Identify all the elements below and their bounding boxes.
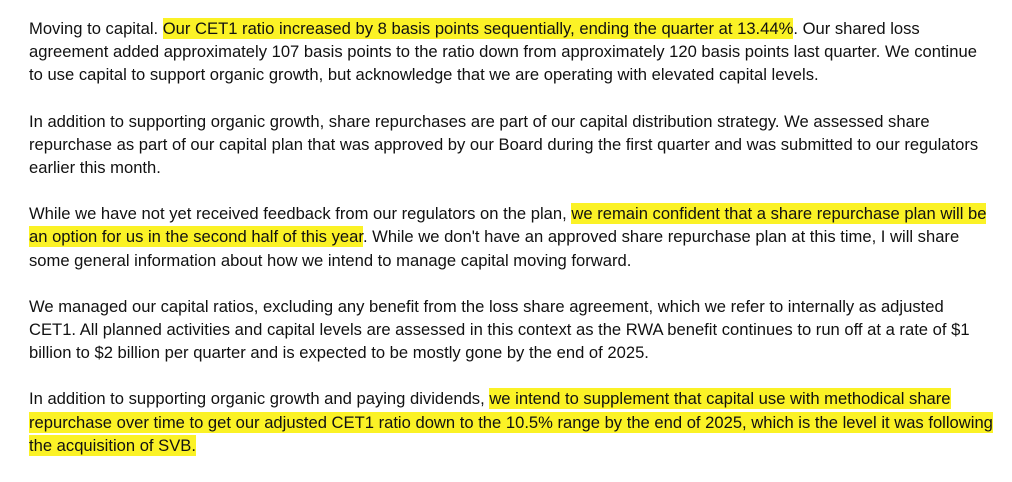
highlighted-text: we intend to supplement that capital use with methodical share repurchase over time to get our adjusted CET1 ratio down to the 10.5% range by the end of 2025, which is the level it was following the acquisition of SVB. xyxy=(29,389,993,455)
text-segment: . While we don't have an approved share repurchase plan at this time, I will share some general information about how we intend to manage capital moving forward. xyxy=(29,227,960,270)
highlighted-text: Our CET1 ratio increased by 8 basis points sequentially, ending the quarter at 13.44% xyxy=(162,19,794,38)
paragraph-regulator-feedback xyxy=(29,202,994,272)
text-segment: Moving to capital. xyxy=(29,19,163,38)
paragraph-share-repurchases xyxy=(29,110,994,180)
paragraph-capital-ratios xyxy=(29,295,994,365)
text-segment: We managed our capital ratios, excluding any benefit from the loss share agreement, which we refer to internally as adjusted CET1. All planned activities and capital levels are assessed in this context as the RWA benefit continues to run off at a rate of $1 billion to $2 billion per quarter and is expected to be mostly gone by the end of 2025. xyxy=(29,296,970,363)
text-segment: . Our shared loss agreement added approximately 107 basis points to the ratio down from approximately 120 basis points last quarter. We continue to use capital to support organic growth, but acknowledge that we are operating with elevated capital levels. xyxy=(29,19,977,85)
paragraph-dividends xyxy=(29,387,994,457)
highlighted-text: we remain confident that a share repurchase plan will be an option for us in the second half of this year xyxy=(29,204,987,247)
paragraph-capital xyxy=(29,17,994,87)
text-segment: While we have not yet received feedback from our regulators on the plan, xyxy=(29,204,572,224)
text-segment: In addition to supporting organic growth, share repurchases are part of our capital distribution strategy. We assessed share repurchase as part of our capital plan that was approved by our Board during the first quarter and was submitted to our regulators earlier this month. xyxy=(29,111,979,178)
text-segment: In addition to supporting organic growth and paying dividends, xyxy=(29,389,490,409)
